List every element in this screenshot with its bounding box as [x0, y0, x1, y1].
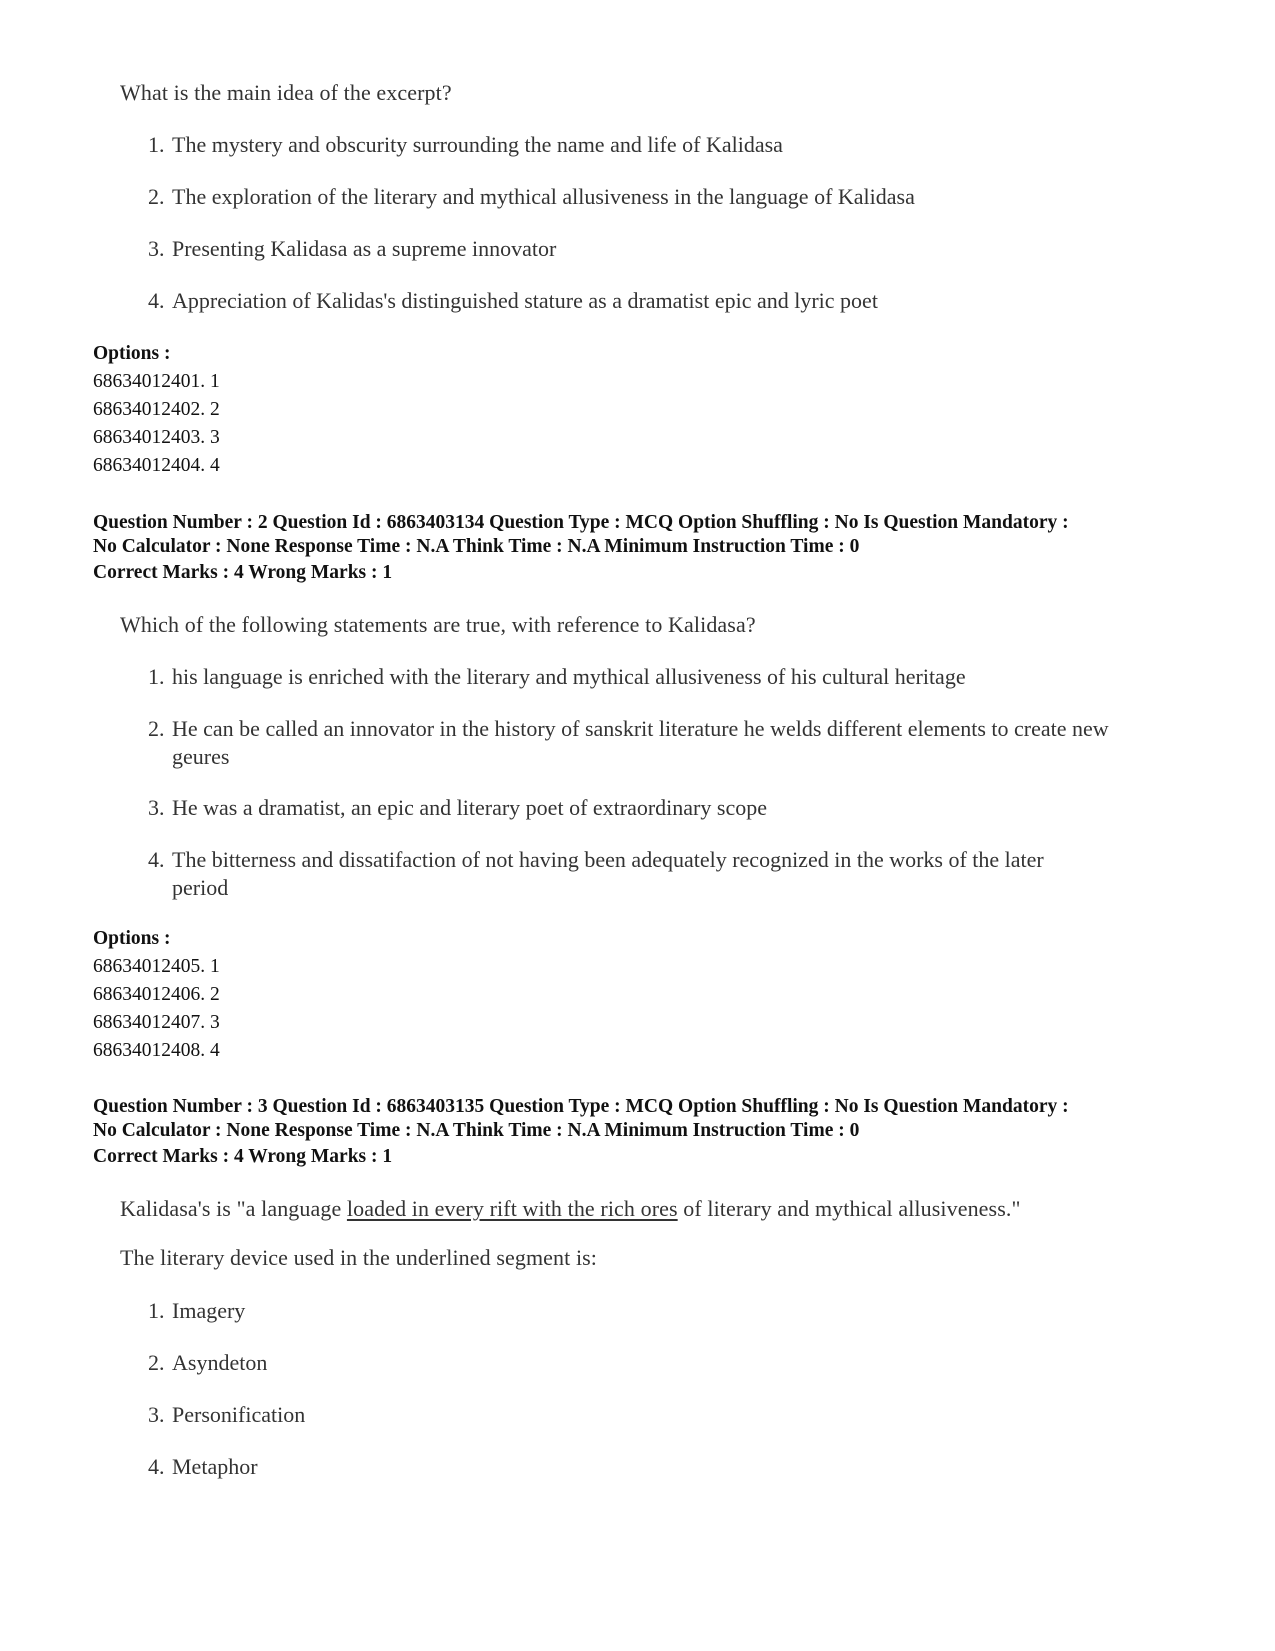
q2-question-text: Which of the following statements are true, with reference to Kalidasa?: [120, 612, 756, 637]
choice-number: 2.: [148, 716, 165, 741]
q1-options-label: Options :: [93, 343, 171, 364]
q1-option-id-1: 68634012401. 1: [93, 371, 220, 392]
choice-text: The exploration of the literary and mythical allusiveness in the language of Kalidasa: [172, 184, 915, 209]
choice-text: his language is enriched with the literary and mythical allusiveness of his cultural heritage: [172, 664, 966, 689]
choice-number: 4.: [148, 847, 165, 872]
q1-choice-4: [148, 287, 1158, 315]
choice-text: Metaphor: [172, 1454, 258, 1479]
q2-option-id-3: 68634012407. 3: [93, 1012, 220, 1033]
q3-meta: [93, 1095, 1223, 1143]
q1-option-id-2: 68634012402. 2: [93, 399, 220, 420]
choice-text: Appreciation of Kalidas's distinguished stature as a dramatist epic and lyric poet: [172, 288, 878, 313]
q2-option-id-4: 68634012408. 4: [93, 1040, 220, 1061]
q2-option-id-1: 68634012405. 1: [93, 956, 220, 977]
q1-option-id-4: 68634012404. 4: [93, 455, 220, 476]
q3-choice-2: [148, 1349, 1158, 1377]
choice-number: 3.: [148, 236, 165, 261]
q2-meta-line-2: No Calculator : None Response Time : N.A Think Time : N.A Minimum Instruction Time : 0: [93, 536, 860, 557]
choice-number: 3.: [148, 1402, 165, 1427]
choice-text: Imagery: [172, 1298, 246, 1323]
choice-number: 1.: [148, 664, 165, 689]
choice-text: He was a dramatist, an epic and literary poet of extraordinary scope: [172, 795, 767, 820]
choice-number: 1.: [148, 132, 165, 157]
choice-text: He can be called an innovator in the history of sanskrit literature he welds different elements to create new geures: [172, 716, 1109, 769]
q2-choice-3: [148, 794, 1158, 822]
choice-number: 2.: [148, 1350, 165, 1375]
choice-number: 3.: [148, 795, 165, 820]
choice-text: Personification: [172, 1402, 306, 1427]
choice-number: 1.: [148, 1298, 165, 1323]
quote-text-end: of literary and mythical allusiveness.": [677, 1196, 1021, 1221]
choice-text: The mystery and obscurity surrounding the name and life of Kalidasa: [172, 132, 783, 157]
underlined-segment: loaded in every rift with the rich ores: [346, 1196, 678, 1221]
q3-quote: [120, 1196, 1021, 1222]
q1-choice-1: [148, 131, 1158, 159]
q2-option-id-2: 68634012406. 2: [93, 984, 220, 1005]
choice-text: Asyndeton: [172, 1350, 268, 1375]
q2-choice-1: [148, 663, 1158, 691]
q2-choice-4: [148, 846, 1088, 902]
q2-meta: [93, 511, 1223, 559]
q2-meta-line-1: Question Number : 2 Question Id : 6863403134 Question Type : MCQ Option Shuffling : No Is Question Mandatory :: [93, 512, 1069, 533]
choice-text: Presenting Kalidasa as a supreme innovator: [172, 236, 557, 261]
q2-marks: Correct Marks : 4 Wrong Marks : 1: [93, 562, 393, 583]
choice-number: 4.: [148, 288, 165, 313]
q3-meta-line-2: No Calculator : None Response Time : N.A Think Time : N.A Minimum Instruction Time : 0: [93, 1120, 860, 1141]
q3-choice-4: [148, 1453, 1158, 1481]
q3-question-text: The literary device used in the underlined segment is:: [120, 1245, 598, 1270]
choice-number: 2.: [148, 184, 165, 209]
q1-choice-3: [148, 235, 1158, 263]
choice-number: 4.: [148, 1454, 165, 1479]
q3-choice-3: [148, 1401, 1158, 1429]
q2-options-label: Options :: [93, 928, 171, 949]
q2-choice-2: [148, 715, 1113, 771]
q1-choice-2: [148, 183, 1158, 211]
quote-text: Kalidasa's is "a language: [120, 1196, 347, 1221]
q1-option-id-3: 68634012403. 3: [93, 427, 220, 448]
q3-marks: Correct Marks : 4 Wrong Marks : 1: [93, 1146, 393, 1167]
choice-text: The bitterness and dissatifaction of not having been adequately recognized in the works of the later period: [172, 847, 1044, 900]
q1-question-text: What is the main idea of the excerpt?: [120, 80, 452, 105]
q3-meta-line-1: Question Number : 3 Question Id : 6863403135 Question Type : MCQ Option Shuffling : No Is Question Mandatory :: [93, 1096, 1069, 1117]
q3-choice-1: [148, 1297, 1158, 1325]
